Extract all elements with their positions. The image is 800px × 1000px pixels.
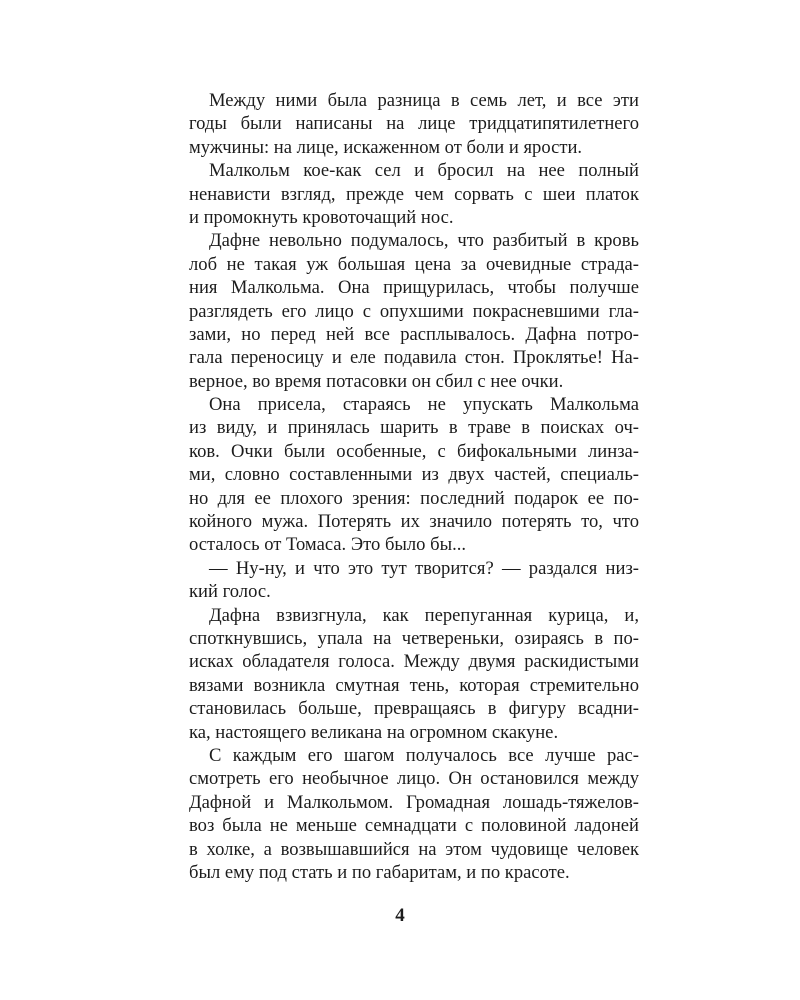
text-line: гала переносицу и еле подавила стон. Проклятье! На- [189,347,639,369]
paragraph [189,159,639,229]
text-line: ми, словно составленными из двух частей, специаль- [189,464,639,486]
text-line: осталось от Томаса. Это было бы... [189,534,467,556]
text-line: в холке, а возвышавшийся на этом чудовище человек [189,838,639,860]
text-line: становилась больше, превращаясь в фигуру всадни- [189,698,639,720]
text-line: — Ну-ну, и что это тут творится? — раздался низ- [209,557,639,579]
text-line: но для ее плохого зрения: последний подарок ее по- [189,487,639,509]
paragraph [189,393,639,557]
text-line: Дафна взвизгнула, как перепуганная курица, и, [209,604,639,626]
text-line: Малкольм кое-как сел и бросил на нее полный [209,160,639,182]
text-line: годы были написаны на лице тридцатипятилетнего [189,113,639,135]
text-line: С каждым его шагом получалось все лучше рас- [209,744,639,766]
paragraph [189,557,639,604]
text-line: мужчины: на лице, искаженном от боли и ярости. [189,136,583,158]
text-line: был ему под стать и по габаритам, и по красоте. [189,861,570,883]
text-line: из виду, и принялась шарить в траве в поисках оч- [189,417,639,439]
text-line: ния Малкольма. Она прищурилась, чтобы получше [189,277,639,299]
paragraph [189,89,639,159]
text-line: исках обладателя голоса. Между двумя раскидистыми [189,651,639,673]
page-number: 4 [395,905,405,926]
text-line: ка, настоящего великана на огромном скакуне. [189,721,559,743]
paragraph [189,604,639,744]
paragraph [189,229,639,393]
text-line: лоб не такая уж большая цена за очевидные страда- [189,253,639,275]
text-line: Дафне невольно подумалось, что разбитый в кровь [209,230,639,252]
text-line: койного мужа. Потерять их значило потерять то, что [189,511,639,533]
body-text [189,89,639,884]
text-line: Между ними была разница в семь лет, и все эти [209,90,639,111]
text-line: кий голос. [189,581,271,603]
text-line: разглядеть его лицо с опухшими покрасневшими гла- [189,300,639,322]
text-line: воз была не меньше семнадцати с половиной ладоней [189,815,639,837]
text-line: зами, но перед ней все расплывалось. Дафна потро- [189,323,639,345]
text-line: и промокнуть кровоточащий нос. [189,206,454,228]
text-line: ков. Очки были особенные, с бифокальными линза- [189,440,639,462]
text-line: верное, во время потасовки он сбил с нее очки. [189,370,564,392]
text-line: вязами возникла смутная тень, которая стремительно [189,674,639,696]
text-line: ненависти взгляд, прежде чем сорвать с шеи платок [189,183,639,205]
text-line: смотреть его необычное лицо. Он остановился между [189,768,639,790]
text-line: споткнувшись, упала на четвереньки, озираясь в по- [189,627,639,649]
text-line: Она присела, стараясь не упускать Малкольма [209,394,639,416]
paragraph [189,744,639,884]
text-line: Дафной и Малкольмом. Громадная лошадь-тяжелов- [189,791,639,813]
